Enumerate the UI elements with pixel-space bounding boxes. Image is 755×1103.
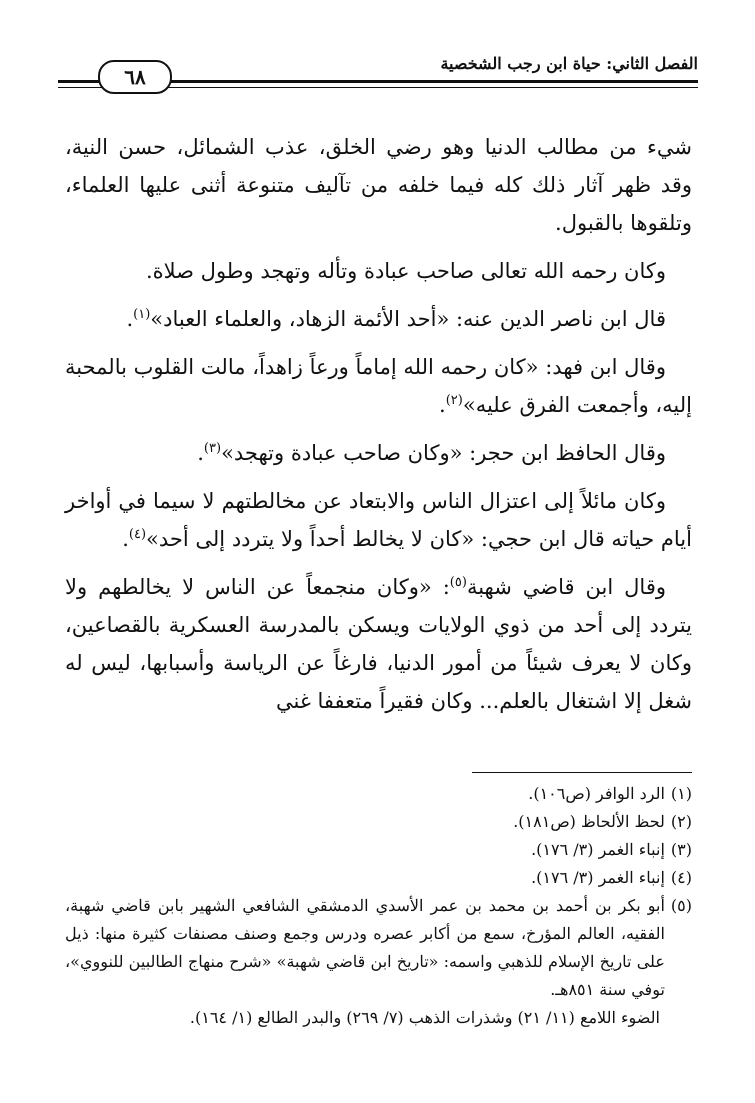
- footnote-text: أبو بكر بن أحمد بن محمد بن عمر الأسدي الدمشقي الشافعي الشهير بابن قاضي شهبة، الفقيه، العالم المؤرخ، سمع من أكابر عصره ودرس وجمع وصنف مصنفات كثيرة منها: ذيل على تاريخ الإسلام للذهبي واسمه: «تاريخ ابن قاضي شهبة» «شرح منهاج الطالبين للنووي»، توفي سنة ٨٥١هـ.: [65, 896, 665, 999]
- paragraph-2: وكان رحمه الله تعالى صاحب عبادة وتأله وتهجد وطول صلاة.: [145, 259, 666, 283]
- footnote-ref-3[interactable]: (٣): [203, 441, 222, 456]
- quote-text: وكان مائلاً إلى اعتزال الناس والابتعاد عن مخالطتهم لا سيما في أواخر أيام حياته قال ابن حجي: «كان لا يخالط أحداً ولا يتردد إلى أحد»: [65, 489, 692, 551]
- paragraph-3: [65, 300, 692, 338]
- footnote-text: إنباء الغمر (٣/ ١٧٦).: [531, 868, 665, 887]
- footnote-separator: [472, 772, 692, 773]
- footnote-text: لحظ الألحاظ (ص١٨١).: [513, 812, 665, 831]
- quote-text: : «وكان منجمعاً عن الناس لا يخالطهم ولا يتردد إلى أحد من ذوي الولايات ويسكن بالمدرسة العسكرية بالقصاعين، وكان لا يعرف شيئاً من أمور الدنيا، فارغاً عن الرياسة وأسبابها، ليس له شغل إلا اشتغال بالعلم... وكان فقيراً متعففا غني: [65, 575, 692, 713]
- footnote-text: الرد الوافر (ص١٠٦).: [528, 784, 665, 803]
- period: .: [439, 393, 446, 417]
- paragraph-start: وقال ابن قاضي شهبة: [466, 575, 666, 599]
- footnote-ref-5[interactable]: (٥): [449, 575, 467, 590]
- footnote-4: [65, 864, 692, 892]
- paragraph-6: [65, 482, 692, 558]
- footnote-ref-1[interactable]: (١): [133, 307, 151, 322]
- footnote-ref-2[interactable]: (٢): [445, 393, 463, 408]
- paragraph-1: شيء من مطالب الدنيا وهو رضي الخلق، عذب الشمائل، حسن النية، وقد ظهر آثار ذلك كله فيما خلفه من تآليف متنوعة أثنى عليها العلماء، وتلقوها بالقبول.: [65, 135, 692, 235]
- footnote-5: [65, 892, 692, 1004]
- quote-text: وقال ابن فهد: «كان رحمه الله إماماً ورعاً زاهداً، مالت القلوب بالمحبة إليه، وأجمعت الفرق عليه»: [65, 355, 692, 417]
- period: .: [122, 527, 129, 551]
- footnote-3: [65, 836, 692, 864]
- footnote-number: (٢): [670, 812, 692, 831]
- paragraph-4: [65, 348, 692, 424]
- footnote-1: [65, 780, 692, 808]
- footnote-2: [65, 808, 692, 836]
- footnote-text: إنباء الغمر (٣/ ١٧٦).: [531, 840, 665, 859]
- paragraph-5: [65, 434, 692, 472]
- chapter-title: الفصل الثاني: حياة ابن رجب الشخصية: [440, 54, 698, 73]
- period: .: [126, 307, 134, 331]
- quote-text: قال ابن ناصر الدين عنه: «أحد الأئمة الزهاد، والعلماء العباد»: [150, 307, 666, 331]
- footnote-5-sources: الضوء اللامع (١١/ ٢١) وشذرات الذهب (٧/ ٢٦٩) والبدر الطالع (١/ ١٦٤).: [189, 1008, 660, 1027]
- main-text: [65, 128, 692, 720]
- footnote-number: (١): [670, 784, 692, 803]
- period: .: [197, 441, 204, 465]
- footnote-number: (٤): [670, 868, 692, 887]
- footnote-number: (٥): [670, 896, 692, 915]
- footnotes: [65, 780, 692, 1032]
- footnote-ref-4[interactable]: (٤): [128, 527, 147, 542]
- footnote-number: (٣): [670, 840, 692, 859]
- page-number: ٦٨: [98, 60, 172, 94]
- paragraph-7: [65, 568, 692, 720]
- quote-text: وقال الحافظ ابن حجر: «وكان صاحب عبادة وتهجد»: [221, 441, 666, 465]
- page-header: [58, 52, 698, 102]
